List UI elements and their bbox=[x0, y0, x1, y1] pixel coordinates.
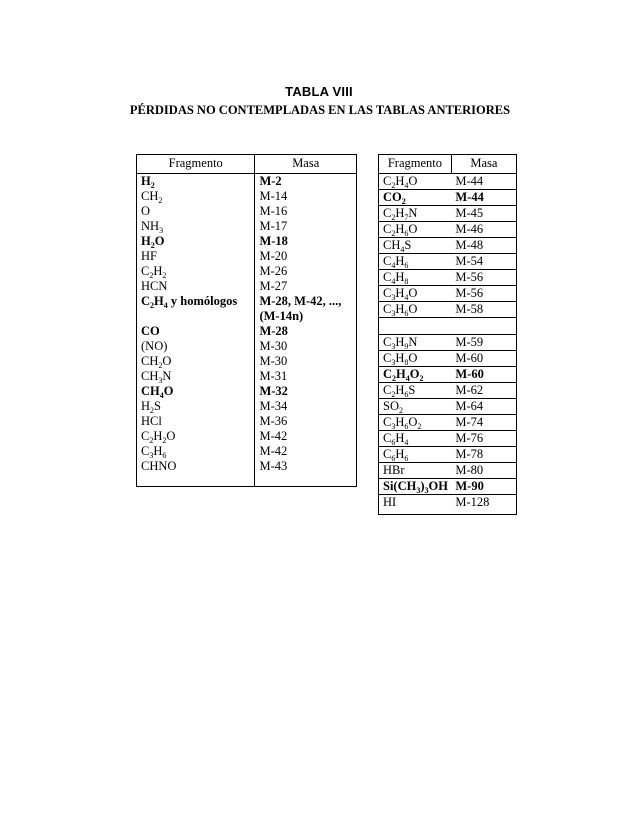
mass-cell: M-17 bbox=[255, 219, 357, 234]
mass-cell: (M-14n) bbox=[255, 309, 357, 324]
right-header-mass: Masa bbox=[451, 155, 516, 174]
fragment-cell: $C_3H_6O_2$ bbox=[379, 415, 452, 431]
mass-cell: M-31 bbox=[255, 369, 357, 384]
mass-cell: M-2 bbox=[255, 174, 357, 190]
mass-cell: M-76 bbox=[451, 431, 516, 447]
fragment-cell: $CH_2O$ bbox=[137, 354, 255, 369]
fragment-cell: CHNO bbox=[137, 459, 255, 487]
mass-cell: M-56 bbox=[451, 270, 516, 286]
mass-cell: M-58 bbox=[451, 302, 516, 318]
fragment-cell: $CH_3N$ bbox=[137, 369, 255, 384]
fragment-cell: $C_2H_2$ bbox=[137, 264, 255, 279]
fragment-cell: O bbox=[137, 204, 255, 219]
fragment-cell: HI bbox=[379, 495, 452, 515]
right-table-row bbox=[379, 367, 517, 383]
left-table-row bbox=[137, 219, 357, 234]
left-header-mass: Masa bbox=[255, 155, 357, 174]
fragment-cell: HCN bbox=[137, 279, 255, 294]
fragment-cell bbox=[137, 309, 255, 324]
fragment-cell: $CO_2$ bbox=[379, 190, 452, 206]
right-table-row bbox=[379, 254, 517, 270]
fragment-cell: $C_2H_4O_2$ bbox=[379, 367, 452, 383]
fragment-cell: $C_6H_6$ bbox=[379, 447, 452, 463]
fragment-cell: $C_2H_2O$ bbox=[137, 429, 255, 444]
right-header-fragment: Fragmento bbox=[379, 155, 452, 174]
fragment-cell: $CH_4O$ bbox=[137, 384, 255, 399]
fragment-cell: $C_2H_4O$ bbox=[379, 174, 452, 190]
fragment-cell: $C_6H_4$ bbox=[379, 431, 452, 447]
right-table-row bbox=[379, 270, 517, 286]
fragment-cell: $C_3H_6O$ bbox=[379, 302, 452, 318]
fragment-cell: $Si(CH_3)_3OH$ bbox=[379, 479, 452, 495]
mass-cell: M-48 bbox=[451, 238, 516, 254]
right-table-row bbox=[379, 447, 517, 463]
fragment-cell: $H_2S$ bbox=[137, 399, 255, 414]
left-table-body bbox=[137, 174, 357, 487]
mass-cell: M-44 bbox=[451, 190, 516, 206]
right-table-row bbox=[379, 206, 517, 222]
right-table-row bbox=[379, 318, 517, 335]
fragment-cell: HBr bbox=[379, 463, 452, 479]
mass-cell: M-62 bbox=[451, 383, 516, 399]
left-table-row bbox=[137, 369, 357, 384]
right-mass-loss-table bbox=[378, 154, 517, 515]
left-table-row bbox=[137, 444, 357, 459]
right-table-row bbox=[379, 399, 517, 415]
mass-cell: M-26 bbox=[255, 264, 357, 279]
fragment-cell: $H_2O$ bbox=[137, 234, 255, 249]
fragment-cell: CO bbox=[137, 324, 255, 339]
right-table-row bbox=[379, 302, 517, 318]
right-table-body bbox=[379, 174, 517, 515]
mass-cell: M-43 bbox=[255, 459, 357, 487]
mass-cell: M-46 bbox=[451, 222, 516, 238]
fragment-cell: $C_3H_4O$ bbox=[379, 286, 452, 302]
mass-cell: M-14 bbox=[255, 189, 357, 204]
mass-cell: M-128 bbox=[451, 495, 516, 515]
mass-cell: M-16 bbox=[255, 204, 357, 219]
mass-cell: M-18 bbox=[255, 234, 357, 249]
left-table-row bbox=[137, 414, 357, 429]
fragment-cell: $SO_2$ bbox=[379, 399, 452, 415]
left-mass-loss-table bbox=[136, 154, 357, 487]
table-subtitle: PÉRDIDAS NO CONTEMPLADAS EN LAS TABLAS ANTERIORES bbox=[129, 103, 511, 117]
fragment-cell: $C_2H_7N$ bbox=[379, 206, 452, 222]
mass-cell: M-74 bbox=[451, 415, 516, 431]
right-table-row bbox=[379, 383, 517, 399]
right-table-row bbox=[379, 238, 517, 254]
mass-cell: M-60 bbox=[451, 367, 516, 383]
mass-cell: M-42 bbox=[255, 429, 357, 444]
right-table-row bbox=[379, 286, 517, 302]
mass-cell: M-32 bbox=[255, 384, 357, 399]
right-table-row bbox=[379, 415, 517, 431]
left-table-row bbox=[137, 339, 357, 354]
mass-cell: M-90 bbox=[451, 479, 516, 495]
fragment-cell: $C_3H_9N$ bbox=[379, 335, 452, 351]
mass-cell: M-20 bbox=[255, 249, 357, 264]
left-table-row bbox=[137, 309, 357, 324]
fragment-cell: $CH_4S$ bbox=[379, 238, 452, 254]
fragment-cell: $C_3H_8O$ bbox=[379, 351, 452, 367]
mass-cell: M-64 bbox=[451, 399, 516, 415]
mass-cell: M-27 bbox=[255, 279, 357, 294]
left-table-row bbox=[137, 324, 357, 339]
fragment-cell: HF bbox=[137, 249, 255, 264]
right-table-row bbox=[379, 351, 517, 367]
left-table-row bbox=[137, 204, 357, 219]
mass-cell: M-28, M-42, ..., bbox=[255, 294, 357, 309]
left-table-row bbox=[137, 189, 357, 204]
mass-cell: M-56 bbox=[451, 286, 516, 302]
mass-cell: M-78 bbox=[451, 447, 516, 463]
fragment-cell: $C_3H_6$ bbox=[137, 444, 255, 459]
left-table-row bbox=[137, 384, 357, 399]
left-table-row bbox=[137, 429, 357, 444]
mass-cell: M-36 bbox=[255, 414, 357, 429]
mass-cell bbox=[451, 318, 516, 335]
mass-cell: M-42 bbox=[255, 444, 357, 459]
right-table-row bbox=[379, 479, 517, 495]
fragment-cell: $C_2H_4$ y homólogos bbox=[137, 294, 255, 309]
fragment-cell bbox=[379, 318, 452, 335]
left-table-row bbox=[137, 279, 357, 294]
mass-cell: M-60 bbox=[451, 351, 516, 367]
left-table-row bbox=[137, 174, 357, 190]
fragment-cell: HCl bbox=[137, 414, 255, 429]
mass-cell: M-34 bbox=[255, 399, 357, 414]
mass-cell: M-28 bbox=[255, 324, 357, 339]
table-title: TABLA VIII bbox=[285, 84, 353, 99]
fragment-cell: $C_4H_8$ bbox=[379, 270, 452, 286]
fragment-cell: $C_2H_6O$ bbox=[379, 222, 452, 238]
fragment-cell: $H_2$ bbox=[137, 174, 255, 190]
left-table-row bbox=[137, 294, 357, 309]
left-table-row bbox=[137, 234, 357, 249]
mass-cell: M-54 bbox=[451, 254, 516, 270]
left-table-row bbox=[137, 249, 357, 264]
right-table-row bbox=[379, 431, 517, 447]
right-table-row bbox=[379, 222, 517, 238]
fragment-cell: $C_2H_6S$ bbox=[379, 383, 452, 399]
left-table-row bbox=[137, 459, 357, 487]
fragment-cell: $C_4H_6$ bbox=[379, 254, 452, 270]
right-table-row bbox=[379, 335, 517, 351]
fragment-cell: $NH_3$ bbox=[137, 219, 255, 234]
fragment-cell: $CH_2$ bbox=[137, 189, 255, 204]
right-table-row bbox=[379, 463, 517, 479]
left-table-row bbox=[137, 399, 357, 414]
mass-cell: M-45 bbox=[451, 206, 516, 222]
left-table-row bbox=[137, 354, 357, 369]
left-table-row bbox=[137, 264, 357, 279]
right-table-row bbox=[379, 495, 517, 515]
mass-cell: M-44 bbox=[451, 174, 516, 190]
right-table-row bbox=[379, 190, 517, 206]
left-header-fragment: Fragmento bbox=[137, 155, 255, 174]
mass-cell: M-30 bbox=[255, 354, 357, 369]
mass-cell: M-80 bbox=[451, 463, 516, 479]
right-table-row bbox=[379, 174, 517, 190]
mass-cell: M-30 bbox=[255, 339, 357, 354]
fragment-cell: (NO) bbox=[137, 339, 255, 354]
mass-cell: M-59 bbox=[451, 335, 516, 351]
